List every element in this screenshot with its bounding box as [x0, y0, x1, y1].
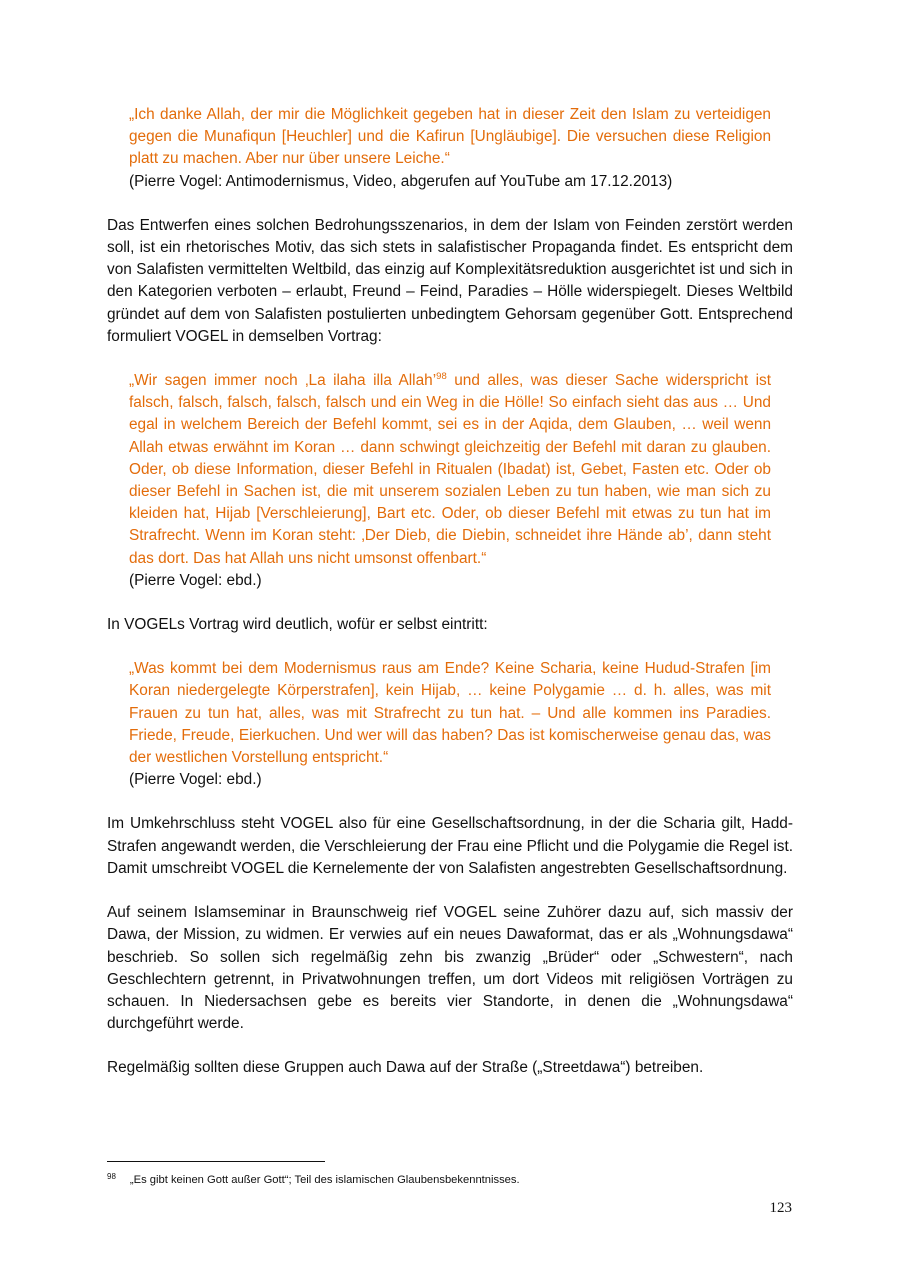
footnote-number: 98 [107, 1172, 116, 1181]
quote-source: (Pierre Vogel: ebd.) [129, 571, 262, 589]
quote-source: (Pierre Vogel: Antimodernismus, Video, abgerufen auf YouTube am 17.12.2013) [129, 172, 673, 190]
footnote [107, 1170, 520, 1187]
quote-block-2 [129, 370, 771, 592]
body-paragraph-4: Auf seinem Islamseminar in Braunschweig rief VOGEL seine Zuhörer dazu auf, sich massiv der Dawa, der Mission, zu widmen. Er verwies auf ein neues Dawaformat, das er als „Wohnungsdawa“ beschrieb. So sollen sich regelmäßig zehn bis zwanzig „Brüder“ oder „Schwestern“, nach Geschlechtern getrennt, in Privatwohnungen treffen, um dort Videos mit religiösen Vorträgen zu schauen. In Niedersachsen gebe es bereits vier Standorte, in denen die „Wohnungsdawa“ durchgeführt werde. [107, 904, 793, 1033]
page-body [107, 104, 793, 1080]
quote-text: „Ich danke Allah, der mir die Möglichkeit gegeben hat in dieser Zeit den Islam zu verteidigen gegen die Munafiqun [Heuchler] und die Kafirun [Ungläubige]. Die versuchen diese Religion platt zu machen. Aber nur über unsere Leiche.“ [129, 106, 771, 168]
body-paragraph-3: Im Umkehrschluss steht VOGEL also für eine Gesellschaftsordnung, in der die Scharia gilt, Hadd-Strafen angewandt werden, die Verschleierung der Frau eine Pflicht und die Polygamie die Regel ist. Damit umschreibt VOGEL die Kernelemente der von Salafisten angestrebten Gesellschaftsordnung. [107, 815, 793, 877]
body-paragraph-2: In VOGELs Vortrag wird deutlich, wofür er selbst eintritt: [107, 616, 488, 634]
quote-text-part-b: und alles, was dieser Sache widerspricht ist falsch, falsch, falsch, falsch, falsch und ein Weg in die Hölle! So einfach sieht das aus … Und egal in welchem Bereich der Befehl kommt, sei es in der Aqida, dem Glauben, … weil wenn Allah etwas erwähnt im Koran … dann schwingt gleichzeitig der Befehl mit daran zu glauben. Oder, ob diese Information, dieser Befehl in Ritualen (Ibadat) ist, Gebet, Fasten etc. Oder ob dieser Befehl in Sachen ist, die mit unserem sozialen Leben zu tun haben, wie man sich zu kleiden hat, Hijab [Verschleierung], Bart etc. Oder, ob dieser Befehl mit etwas zu tun hat im Strafrecht. Wenn im Koran steht: ‚Der Dieb, die Diebin, schneidet ihre Hände ab’, dann steht das dort. Das hat Allah uns nicht umsonst offenbart.“ [129, 372, 771, 567]
footnote-divider [107, 1161, 325, 1162]
body-paragraph-1: Das Entwerfen eines solchen Bedrohungsszenarios, in dem der Islam von Feinden zerstört werden soll, ist ein rhetorisches Motiv, das sich stets in salafistischer Propaganda findet. Es entspricht dem von Salafisten vermittelten Weltbild, das einzig auf Komplexitätsreduktion ausgerichtet ist und sich in den Kategorien verboten – erlaubt, Freund – Feind, Paradies – Hölle widerspiegelt. Dieses Weltbild gründet auf dem von Salafisten postulierten unbedingtem Gehorsam gegenüber Gott. Entsprechend formuliert VOGEL in demselben Vortrag: [107, 216, 793, 345]
quote-block-3 [129, 658, 771, 791]
body-paragraph-5: Regelmäßig sollten diese Gruppen auch Dawa auf der Straße („Streetdawa“) betreiben. [107, 1059, 704, 1077]
quote-text: „Was kommt bei dem Modernismus raus am Ende? Keine Scharia, keine Hudud-Strafen [im Koran niedergelegte Körperstrafen], kein Hijab, … keine Polygamie … d. h. alles, was mit Frauen zu tun hat, alles, was mit Strafrecht zu tun hat. – Und alle kommen ins Paradies. Friede, Freude, Eierkuchen. Und wer will das haben? Das ist komischerweise genau das, was der westlichen Vorstellung entspricht.“ [129, 660, 771, 767]
footnote-reference[interactable]: 98 [436, 371, 447, 383]
quote-source: (Pierre Vogel: ebd.) [129, 771, 262, 789]
page-number: 123 [769, 1200, 792, 1216]
quote-text-part-a: „Wir sagen immer noch ‚La ilaha illa Allah’ [129, 372, 437, 390]
quote-text [129, 370, 771, 570]
quote-block-1 [129, 104, 771, 193]
footnote-text: „Es gibt keinen Gott außer Gott“; Teil des islamischen Glaubensbekenntnisses. [129, 1174, 520, 1186]
